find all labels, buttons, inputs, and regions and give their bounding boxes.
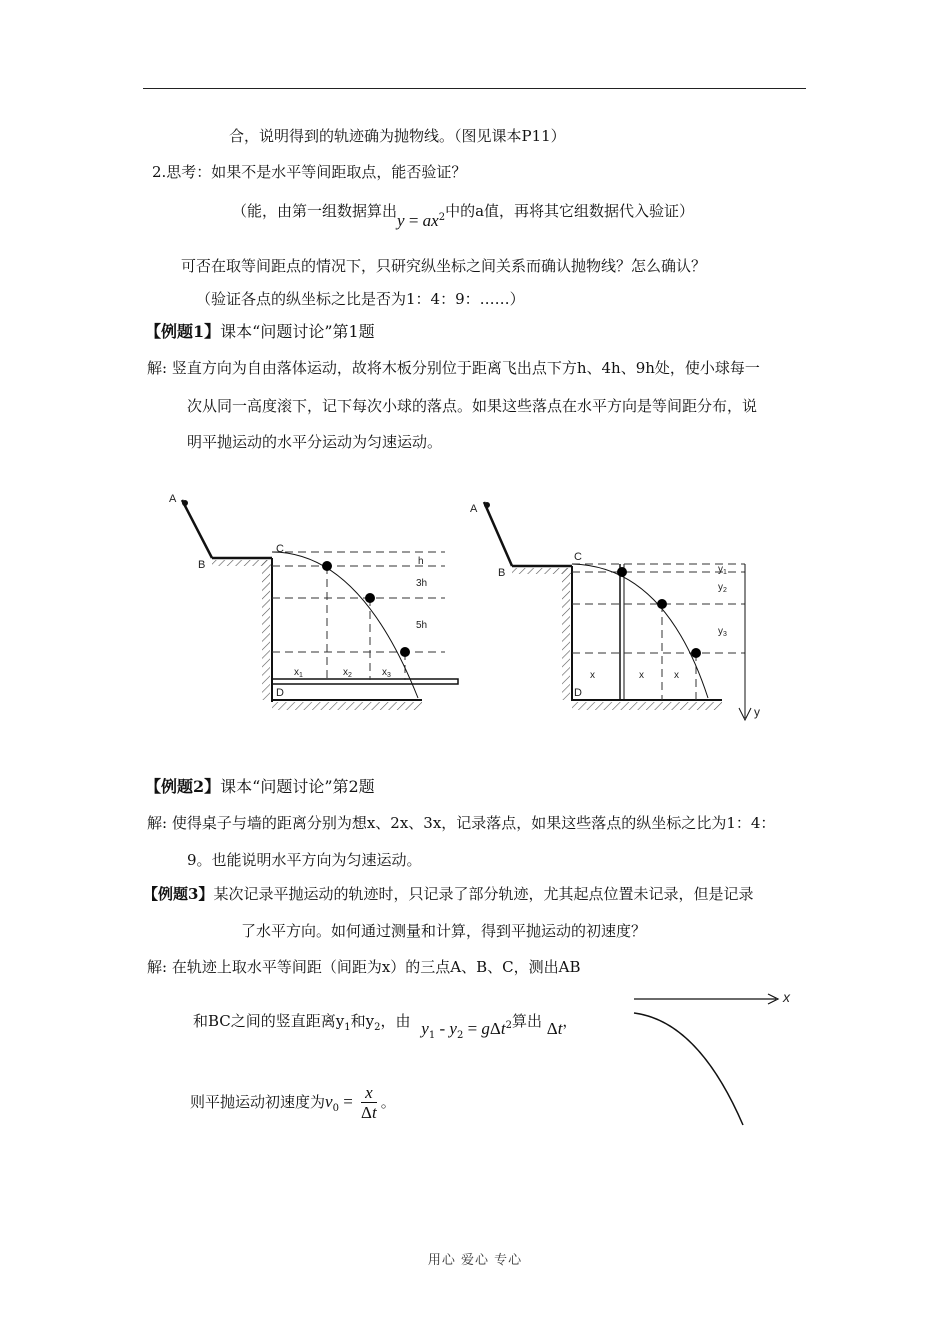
- label-x-b: x: [639, 670, 644, 681]
- label-b-2: B: [498, 567, 506, 579]
- landing-point-b: [657, 599, 667, 609]
- sol-3-post: 。: [380, 1093, 396, 1111]
- sol-2-mid: 和y: [350, 1012, 375, 1030]
- example-3-sol-text-1: 在轨迹上取水平等间距（间距为x）的三点A、B、C，测出AB: [171, 958, 581, 976]
- label-x-a: x: [590, 670, 595, 681]
- label-c-2: C: [574, 551, 582, 563]
- intro-line-3-post: 中的a值，再将其它组数据代入验证）: [445, 202, 695, 220]
- ball-start: [182, 500, 188, 506]
- label-h: h: [418, 556, 424, 567]
- ramp-line: [182, 500, 212, 558]
- intro-line-3-pre: （能，由第一组数据算出: [232, 202, 398, 220]
- example-1-solution-1: [147, 358, 760, 378]
- figure-3-trajectory: [628, 985, 803, 1130]
- formula-2: $y_1 - y_2 = g\Delta t^2$: [421, 1019, 512, 1041]
- ground-hatch: [272, 702, 422, 710]
- example-2-solution-1: [147, 813, 775, 833]
- example-1-label: 【例题1】: [145, 322, 221, 341]
- label-a-2: A: [470, 503, 478, 515]
- example-2-label: 【例题2】: [145, 777, 221, 796]
- figure-1-experiment: [160, 480, 470, 720]
- example-3-solution-1: [147, 957, 581, 977]
- example-3-heading: [143, 884, 753, 904]
- example-2-heading: [145, 777, 375, 797]
- formula-v0-sub: 0: [332, 1103, 339, 1114]
- landing-point-1: [322, 561, 332, 571]
- example-3-solution-3: [190, 1082, 396, 1129]
- label-y3: $y_3$: [718, 626, 727, 638]
- example-3-solution-2: [193, 1008, 578, 1041]
- wall-hatch-2: [562, 568, 570, 700]
- formula-ax: ax: [422, 211, 439, 230]
- intro-line-5: （验证各点的纵坐标之比是否为1：4：9：……）: [196, 290, 525, 308]
- example-3-sol-prefix: 解:: [147, 958, 168, 976]
- sol-2-post: ，由: [380, 1012, 411, 1030]
- ball-start-2: [484, 502, 490, 508]
- sol-2-sub2: 2: [374, 1022, 381, 1033]
- formula-dt: Δt: [546, 1019, 563, 1038]
- label-3h: 3h: [416, 578, 428, 589]
- formula-eq: =: [404, 211, 423, 230]
- label-x-c: x: [674, 670, 679, 681]
- intro-line-4: 可否在取等间距点的情况下，只研究纵坐标之间关系而确认抛物线？怎么确认？: [181, 257, 707, 275]
- landing-point-a: [617, 567, 627, 577]
- example-2-sol-text-1: 使得桌子与墙的距离分别为想x、2x、3x，记录落点，如果这些落点的纵坐标之比为1：4：: [171, 814, 776, 832]
- label-d-2: D: [574, 687, 582, 699]
- label-axis-y: y: [754, 705, 760, 719]
- formula-y: y: [397, 211, 405, 230]
- example-3-text-2: 了水平方向。如何通过测量和计算，得到平抛运动的初速度？: [241, 922, 647, 940]
- label-y2: $y_2$: [718, 582, 727, 594]
- board: [272, 679, 458, 684]
- label-x2: $x_2$: [343, 667, 352, 679]
- label-x1: $x_1$: [294, 667, 303, 679]
- example-2-title: 课本“问题讨论”第2题: [220, 777, 375, 796]
- formula-fraction: $\frac{x}{\Delta t}$: [361, 1082, 377, 1122]
- example-3-label: 【例题3】: [143, 885, 214, 903]
- example-1-title: 课本“问题讨论”第1题: [220, 322, 375, 341]
- label-x3: $x_3$: [382, 667, 391, 679]
- formula-exp: 2: [438, 212, 446, 223]
- example-1-solution-3: 明平抛运动的水平分运动为匀速运动。: [187, 433, 443, 451]
- sol-2-pre: 和BC之间的竖直距离y: [193, 1012, 345, 1030]
- example-1-heading: [145, 322, 375, 342]
- label-a: A: [169, 493, 177, 505]
- example-2-solution-2: 9。也能说明水平方向为匀速运动。: [187, 851, 422, 869]
- label-b: B: [198, 559, 206, 571]
- formula-3-eq: =: [338, 1092, 358, 1111]
- intro-line-1: 合，说明得到的轨迹确为抛物线。（图见课本P11）: [229, 127, 566, 145]
- intro-line-3: [232, 198, 695, 230]
- figure-2-experiment: [460, 480, 770, 725]
- example-1-sol-prefix: 解:: [147, 359, 168, 377]
- label-axis-x: x: [783, 989, 790, 1005]
- formula-v0: v: [325, 1092, 333, 1111]
- header-rule: [143, 88, 806, 89]
- label-c: C: [276, 543, 284, 555]
- wall-hatch: [262, 560, 270, 700]
- example-1-solution-2: 次从同一高度滚下，记下每次小球的落点。如果这些落点在水平方向是等间距分布，说: [187, 397, 758, 415]
- ground-hatch-2: [572, 702, 722, 710]
- label-d: D: [276, 687, 284, 699]
- sol-2-calc: 算出: [511, 1012, 542, 1030]
- ramp-line-2: [484, 502, 512, 566]
- example-2-sol-prefix: 解:: [147, 814, 168, 832]
- sol-2-end: ，: [562, 1012, 578, 1030]
- page-footer: 用心 爱心 专心: [427, 1253, 523, 1268]
- landing-point-2: [365, 593, 375, 603]
- landing-point-c: [691, 648, 701, 658]
- trajectory-arc: [634, 1013, 743, 1125]
- sol-2-sub1: 1: [344, 1022, 351, 1033]
- example-1-sol-text-1: 竖直方向为自由落体运动，故将木板分别位于距离飞出点下方h、4h、9h处，使小球每一: [171, 359, 760, 377]
- intro-line-2: 2.思考：如果不是水平等间距取点，能否验证？: [152, 163, 467, 181]
- label-5h: 5h: [416, 620, 428, 631]
- sol-3-pre: 则平抛运动初速度为: [190, 1093, 326, 1111]
- landing-point-3: [400, 647, 410, 657]
- label-y1: $y_1$: [718, 564, 727, 576]
- example-3-text-1: 某次记录平抛运动的轨迹时，只记录了部分轨迹，尤其起点位置未记录，但是记录: [213, 885, 754, 903]
